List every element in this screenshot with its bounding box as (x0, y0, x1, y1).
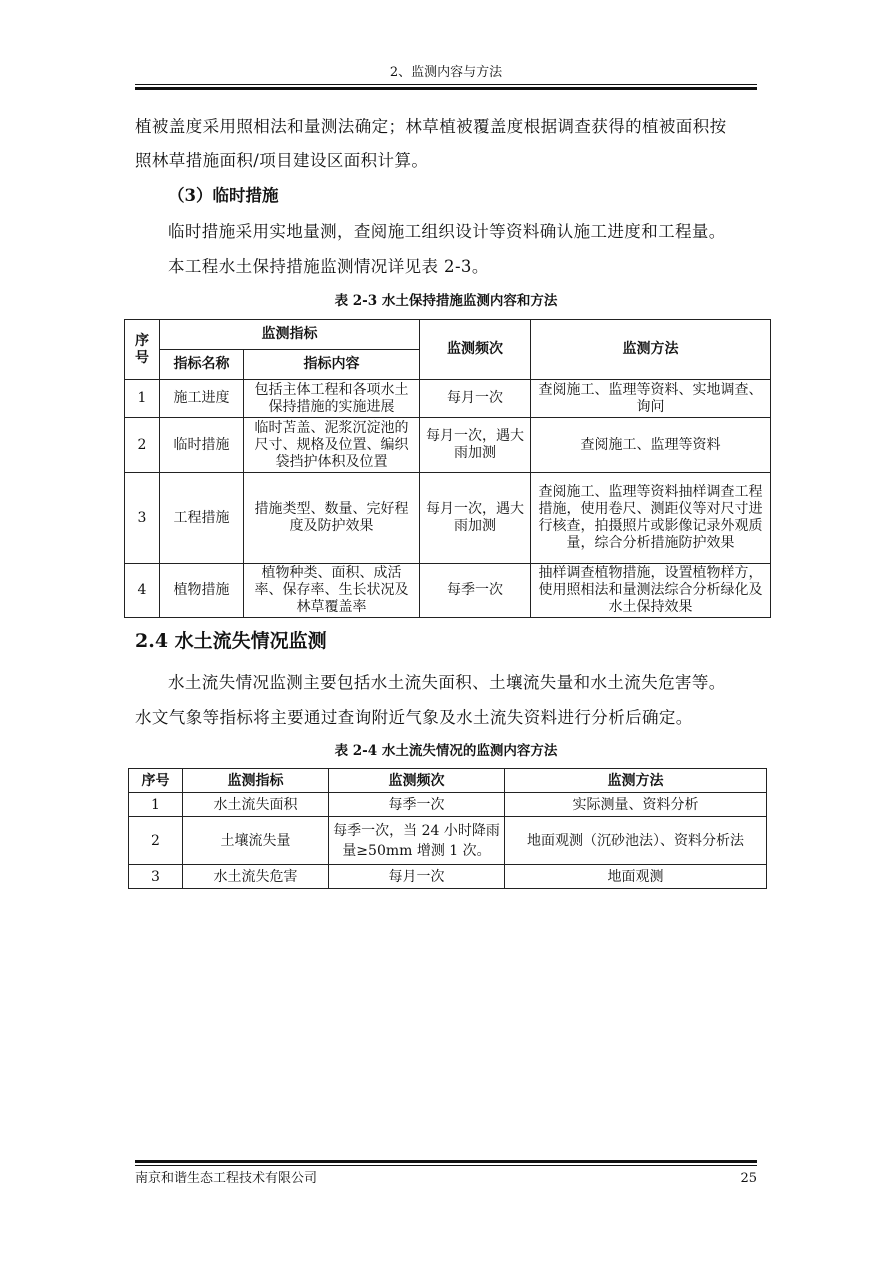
table-cell: 查阅施工、监理等资料 (531, 418, 771, 473)
table-cell: 施工进度 (160, 380, 244, 418)
table-cell: 临时措施 (160, 418, 244, 473)
table-row (125, 564, 771, 618)
sub-heading: （3）临时措施 (168, 186, 279, 205)
table-cell: 每月一次，遇大雨加测 (420, 473, 531, 564)
table-cell: 包括主体工程和各项水土保持措施的实施进展 (244, 380, 420, 418)
table-cell: 2 (125, 418, 160, 473)
paragraph-line: 植被盖度采用照相法和量测法确定；林草植被覆盖度根据调查获得的植被面积按 (135, 117, 727, 136)
header-cell: 监测方法 (531, 320, 771, 380)
header-title: 2、监测内容与方法 (389, 65, 503, 80)
table-cell: 工程措施 (160, 473, 244, 564)
table-cell: 每月一次 (420, 380, 531, 418)
paragraph-line: 临时措施采用实地量测，查阅施工组织设计等资料确认施工进度和工程量。 (168, 222, 726, 241)
table-cell: 每月一次，遇大雨加测 (420, 418, 531, 473)
table-cell: 每季一次 (329, 793, 505, 817)
table-cell: 地面观测（沉砂池法）、资料分析法 (505, 817, 767, 865)
table-cell: 植物措施 (160, 564, 244, 618)
header-rule-thin (135, 84, 757, 85)
table-cell: 地面观测 (505, 865, 767, 889)
table-row (125, 380, 771, 418)
table-cell: 查阅施工、监理等资料、实地调查、询问 (531, 380, 771, 418)
table-cell: 每月一次 (329, 865, 505, 889)
paragraph-line: 水文气象等指标将主要通过查询附近气象及水土流失资料进行分析后确定。 (135, 708, 693, 727)
table-row (125, 418, 771, 473)
footer-rule-thick (135, 1160, 757, 1163)
table-row (129, 817, 767, 865)
table-row (129, 865, 767, 889)
header-cell: 指标名称 (160, 350, 244, 380)
erosion-table (128, 768, 767, 889)
table-cell: 2 (129, 817, 183, 865)
section-heading: 2.4 水土流失情况监测 (135, 630, 327, 652)
header-cell: 指标内容 (244, 350, 420, 380)
paragraph-line: 照林草措施面积/项目建设区面积计算。 (135, 151, 429, 170)
table-cell: 每季一次，当 24 小时降雨量≥50mm 增测 1 次。 (329, 817, 505, 865)
header-rule-thick (135, 87, 757, 90)
table-cell: 水土流失危害 (183, 865, 329, 889)
table-cell: 实际测量、资料分析 (505, 793, 767, 817)
table-cell: 查阅施工、监理等资料抽样调查工程措施，使用卷尺、测距仪等对尺寸进行核查，拍摄照片或影像记录外观质量，综合分析措施防护效果 (531, 473, 771, 564)
table-row (129, 793, 767, 817)
page-number: 25 (740, 1171, 757, 1186)
header-cell: 监测方法 (505, 769, 767, 793)
header-cell: 序号 (125, 320, 160, 380)
measures-table (124, 319, 771, 618)
table-cell: 1 (129, 793, 183, 817)
table-cell: 4 (125, 564, 160, 618)
paragraph-line: 水土流失情况监测主要包括水土流失面积、土壤流失量和水土流失危害等。 (168, 673, 726, 692)
paragraph-line: 本工程水土保持措施监测情况详见表 2-3。 (168, 257, 489, 276)
header-cell: 监测指标 (160, 320, 420, 350)
table-cell: 措施类型、数量、完好程度及防护效果 (244, 473, 420, 564)
table-row (125, 473, 771, 564)
table-cell: 每季一次 (420, 564, 531, 618)
footer-rule-thin (135, 1165, 757, 1166)
table-cell: 3 (129, 865, 183, 889)
table-cell: 土壤流失量 (183, 817, 329, 865)
table-cell: 植物种类、面积、成活率、保存率、生长状况及林草覆盖率 (244, 564, 420, 618)
table-cell: 临时苫盖、泥浆沉淀池的尺寸、规格及位置、编织袋挡护体积及位置 (244, 418, 420, 473)
table-cell: 1 (125, 380, 160, 418)
header-cell: 监测频次 (329, 769, 505, 793)
table-caption: 表 2-3 水土保持措施监测内容和方法 (334, 293, 558, 309)
table-cell: 抽样调查植物措施，设置植物样方，使用照相法和量测法综合分析绿化及水土保持效果 (531, 564, 771, 618)
header-cell: 序号 (129, 769, 183, 793)
header-cell: 监测频次 (420, 320, 531, 380)
header-cell: 监测指标 (183, 769, 329, 793)
table-cell: 水土流失面积 (183, 793, 329, 817)
table-caption: 表 2-4 水土流失情况的监测内容方法 (334, 743, 558, 759)
footer-company: 南京和谐生态工程技术有限公司 (135, 1171, 318, 1186)
table-cell: 3 (125, 473, 160, 564)
